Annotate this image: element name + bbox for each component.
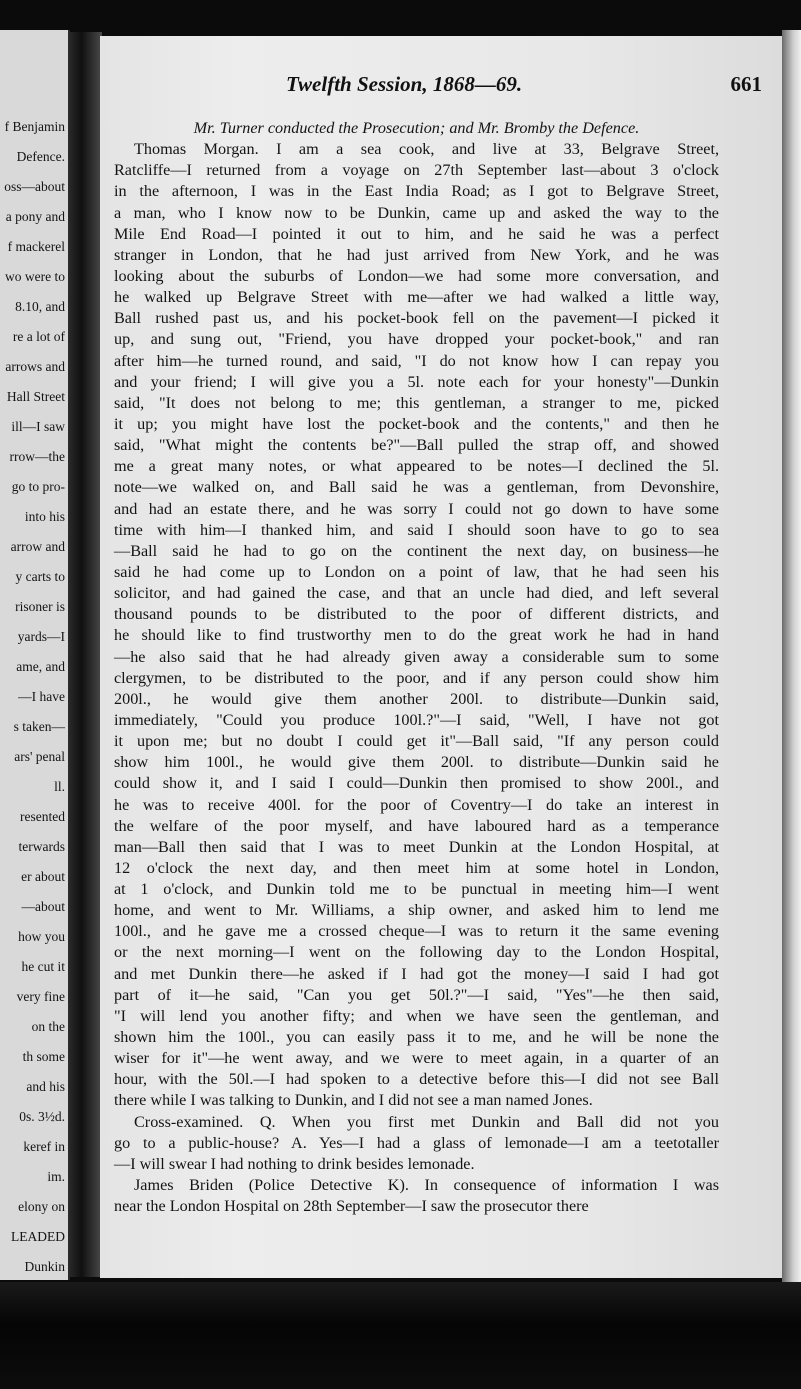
- left-page-fragment: ill—I saw: [11, 419, 65, 434]
- text-line: and had an estate there, and he was sorry I could not go down to have some: [114, 499, 719, 518]
- text-line: 200l., he would give them another 200l. to distribute—Dunkin said,: [114, 689, 719, 708]
- left-page-fragment: f mackerel: [7, 239, 65, 254]
- text-line: Thomas Morgan. I am a sea cook, and live at 33, Belgrave Street,: [134, 140, 719, 159]
- text-line: Ball rushed past us, and his pocket-book fell on the pavement—I picked it: [114, 309, 719, 328]
- text-line: part of it—he said, "Can you get 50l.?"—I said, "Yes"—he then said,: [114, 985, 719, 1004]
- main-page: [100, 36, 782, 1278]
- text-line: after him—he turned round, and said, "I do not know how I can repay you: [114, 351, 719, 370]
- text-line: he should like to find trustworthy men to do the great work he had in hand: [114, 626, 719, 645]
- text-line: wiser for it"—he went away, and we were to meet again, in a quarter of an: [114, 1049, 719, 1068]
- left-page-fragment: im.: [47, 1169, 65, 1184]
- text-line: said, "It does not belong to me; this gentleman, a stranger to me, picked: [114, 393, 719, 412]
- left-page-fragment: ars' penal: [14, 749, 65, 764]
- left-page-fragment: yards—I: [17, 629, 65, 644]
- left-page-fragment: very fine: [16, 989, 65, 1004]
- left-page-fragment: LEADED: [11, 1229, 65, 1244]
- text-line: show him 100l., he would give them 200l. to distribute—Dunkin said he: [114, 753, 719, 772]
- text-line: 12 o'clock the next day, and then meet him at some hotel in London,: [114, 858, 719, 877]
- left-page-fragment: —about: [21, 899, 65, 914]
- left-page-fragment: resented: [20, 809, 65, 824]
- left-page-fragment: keref in: [23, 1139, 65, 1154]
- text-line: said, "What might the contents be?"—Ball pulled the strap off, and showed: [114, 436, 719, 455]
- left-page-fragment: ame, and: [16, 659, 65, 674]
- left-page-fragment: ll.: [54, 779, 65, 794]
- left-page-fragment: on the: [31, 1019, 65, 1034]
- text-line: and your friend; I will give you a 5l. note each for your honesty"—Dunkin: [114, 372, 719, 391]
- left-page-fragment: risoner is: [15, 599, 65, 614]
- left-page-fragment: 8.10, and: [15, 299, 65, 314]
- page-header: [100, 72, 782, 102]
- text-line: Ratcliffe—I returned from a voyage on 27th September last—about 3 o'clock: [114, 161, 719, 180]
- text-line: time with him—I thanked him, and said I should soon have to go to sea: [114, 520, 719, 539]
- text-line: —he also said that he had already given away a considerable sum to some: [114, 647, 719, 666]
- text-line: 100l., and he gave me a crossed cheque—I was to return it the same evening: [114, 922, 719, 941]
- text-line: a man, who I know now to be Dunkin, came up and asked the way to the: [114, 203, 719, 222]
- scan-background: [0, 1282, 801, 1389]
- text-line: Mile End Road—I pointed it out to him, and he said he was a perfect: [114, 224, 719, 243]
- text-line: go to a public-house? A. Yes—I had a glass of lemonade—I am a teetotaller: [114, 1133, 719, 1152]
- text-line: clergymen, to be distributed to the poor, and if any person could show him: [114, 668, 719, 687]
- left-page-fragment: —I have: [18, 689, 65, 704]
- text-line: there while I was talking to Dunkin, and I did not see a man named Jones.: [114, 1091, 593, 1110]
- text-line: he was to receive 400l. for the poor of Coventry—I do take an interest in: [114, 795, 719, 814]
- text-line: —Ball said he had to go on the continent the next day, on business—he: [114, 541, 719, 560]
- left-page-fragment: 0s. 3½d.: [19, 1109, 65, 1124]
- left-facing-page: [0, 30, 70, 1280]
- text-line: me a great many notes, or what appeared to be notes—I declined the 5l.: [114, 457, 719, 476]
- left-page-fragment: elony on: [18, 1199, 65, 1214]
- text-line: said he had come up to London on a point of law, that he had seen his: [114, 562, 719, 581]
- left-page-fragment: y carts to: [15, 569, 65, 584]
- left-page-fragment: he cut it: [21, 959, 65, 974]
- text-line: Cross-examined. Q. When you first met Dunkin and Ball did not you: [134, 1112, 719, 1131]
- text-line: "I will lend you another fifty; and when we have seen the gentleman, and: [114, 1006, 719, 1025]
- text-line: home, and went to Mr. Williams, a ship owner, and asked him to lend me: [114, 901, 719, 920]
- text-line: or the next morning—I went on the following day to the London Hospital,: [114, 943, 719, 962]
- text-line: solicitor, and had gained the case, and that an uncle had died, and left several: [114, 584, 719, 603]
- text-line: looking about the suburbs of London—we had some more conversation, and: [114, 266, 719, 285]
- text-line: immediately, "Could you produce 100l.?"—I said, "Well, I have not got: [114, 710, 719, 729]
- text-line: note—we walked on, and Ball said he was a gentleman, from Devonshire,: [114, 478, 719, 497]
- page-edge: [782, 30, 801, 1290]
- book-gutter: [68, 32, 102, 1277]
- left-page-fragment: Hall Street: [6, 389, 65, 404]
- left-page-fragment: arrows and: [5, 359, 65, 374]
- left-page-fragment: rrow—the: [9, 449, 65, 464]
- left-page-fragment: s taken—: [13, 719, 65, 734]
- left-page-fragment: er about: [21, 869, 65, 884]
- text-line: near the London Hospital on 28th September—I saw the prosecutor there: [114, 1197, 589, 1216]
- text-line: it up; you might have lost the pocket-book and the contents," and then he: [114, 414, 719, 433]
- text-line: at 1 o'clock, and Dunkin told me to be punctual in meeting him—I went: [114, 880, 719, 899]
- left-page-fragment: re a lot of: [12, 329, 65, 344]
- left-page-fragment: and his: [26, 1079, 65, 1094]
- page-number: 661: [730, 72, 762, 96]
- text-line: shown him the 100l., you can easily pass it to me, and he will be none the: [114, 1028, 719, 1047]
- text-line: up, and sung out, "Friend, you have dropped your pocket-book," and ran: [114, 330, 719, 349]
- left-page-fragment: Dunkin: [24, 1259, 65, 1274]
- text-line: thousand pounds to be distributed to the poor of different districts, and: [114, 605, 719, 624]
- body-text: [114, 118, 719, 1217]
- left-page-fragment: wo were to: [5, 269, 65, 284]
- text-line: hour, with the 50l.—I had spoken to a detective before this—I did not see Ball: [114, 1070, 719, 1089]
- left-page-fragment: f Benjamin: [4, 119, 65, 134]
- text-line: James Briden (Police Detective K). In consequence of information I was: [134, 1176, 719, 1195]
- left-page-fragment: oss—about: [4, 179, 65, 194]
- running-title: Twelfth Session, 1868—69.: [286, 72, 523, 96]
- text-line: man—Ball then said that I was to meet Dunkin at the London Hospital, at: [114, 837, 719, 856]
- left-page-fragment: how you: [18, 929, 65, 944]
- text-line: stranger in London, that he had just arrived from New York, and he was: [114, 245, 719, 264]
- text-line: he walked up Belgrave Street with me—after we had walked a little way,: [114, 288, 719, 307]
- left-page-fragment: terwards: [18, 839, 65, 854]
- text-line: —I will swear I had nothing to drink besides lemonade.: [114, 1154, 475, 1173]
- text-line: could show it, and I said I could—Dunkin then promised to show 200l., and: [114, 774, 719, 793]
- left-page-fragment: go to pro-: [11, 479, 65, 494]
- text-line: and met Dunkin there—he asked if I had got the money—I said I had got: [114, 964, 719, 983]
- text-line: in the afternoon, I was in the East India Road; as I got to Belgrave Street,: [114, 182, 719, 201]
- left-page-fragment: Defence.: [16, 149, 65, 164]
- text-line: it upon me; but no doubt I could get it"—Ball said, "If any person could: [114, 732, 719, 751]
- left-page-fragment: arrow and: [10, 539, 65, 554]
- left-page-fragment: th some: [22, 1049, 65, 1064]
- text-line: the welfare of the poor myself, and have laboured hard as a temperance: [114, 816, 719, 835]
- left-page-fragment: into his: [24, 509, 65, 524]
- text-line: Mr. Turner conducted the Prosecution; and Mr. Bromby the Defence.: [193, 119, 640, 137]
- left-page-fragment: a pony and: [5, 209, 65, 224]
